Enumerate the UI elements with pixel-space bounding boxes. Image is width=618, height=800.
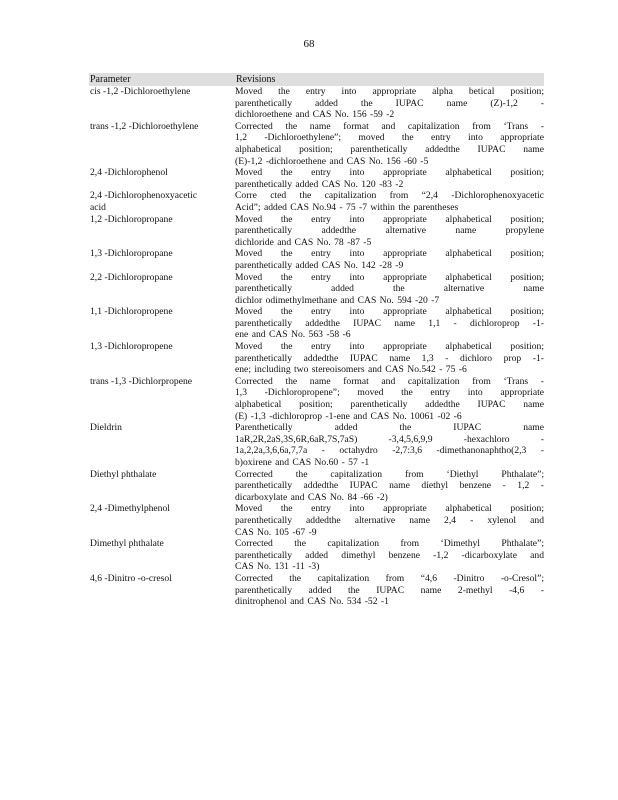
revision-line: alphabetical position; parenthetically addedthe IUPAC name (235, 143, 544, 155)
parameter-line: Dimethyl phthalate (90, 538, 164, 550)
parameter-cell (89, 272, 235, 307)
parameter-cell (89, 376, 235, 422)
revision-cell (235, 248, 544, 271)
parameter-cell (89, 214, 235, 249)
parameter-line: Diethyl phthalate (90, 468, 157, 480)
table-row (89, 121, 544, 167)
revision-line: Corrected the name format and capitalization from ‘Trans - (235, 375, 544, 387)
revision-line: parenthetically addedthe alternative name 2,4 - xylenol and (235, 514, 544, 526)
parameter-cell (89, 190, 235, 213)
revision-line: dichloride and CAS No. 78 -87 -5 (235, 236, 372, 248)
parameter-cell (89, 538, 235, 573)
revision-cell (235, 167, 544, 190)
revisions-table (89, 73, 544, 608)
table-row (89, 306, 544, 341)
revision-line: Moved the entry into appropriate alphabetical position; (235, 248, 544, 260)
revision-line: parenthetically added CAS No. 120 -83 -2 (235, 178, 404, 190)
revision-line: 1,2 -Dichloroethylene”; moved the entry into appropriate (235, 132, 544, 144)
parameter-cell (89, 306, 235, 341)
parameter-line: acid (90, 201, 106, 213)
parameter-cell (89, 503, 235, 538)
revision-line: ene; including two stereoisomers and CAS No.542 - 75 -6 (235, 364, 467, 376)
revision-line: dichlor odimethylmethane and CAS No. 594 -20 -7 (235, 294, 440, 306)
table-row (89, 272, 544, 307)
revision-line: parenthetically added CAS No. 142 -28 -9 (235, 259, 404, 271)
parameter-line: 2,2 -Dichloropropane (90, 271, 173, 283)
revision-cell (235, 341, 544, 376)
revision-cell (235, 422, 544, 468)
parameter-cell (89, 121, 235, 167)
revision-line: Moved the entry into appropriate alphabetical position; (235, 271, 544, 283)
parameter-line: 4,6 -Dinitro -o-cresol (90, 572, 172, 584)
revision-line: dichloroethene and CAS No. 156 -59 -2 (235, 109, 395, 121)
revision-line: Parenthetically added the IUPAC name (235, 422, 544, 434)
parameter-cell (89, 248, 235, 271)
revision-line: Moved the entry into appropriate alphabetical position; (235, 503, 544, 515)
revision-line: parenthetically addedthe alternative name propylene (235, 225, 544, 237)
revision-cell (235, 86, 544, 121)
table-row (89, 469, 544, 504)
revision-cell (235, 538, 544, 573)
parameter-cell (89, 469, 235, 504)
table-row (89, 86, 544, 121)
parameter-line: trans -1,3 -Dichlorpropene (90, 375, 193, 387)
revision-cell (235, 306, 544, 341)
revision-cell (235, 573, 544, 608)
table-body (89, 86, 544, 608)
revision-line: parenthetically addedthe IUPAC name diethyl benzene - 1,2 - (235, 480, 544, 492)
revision-line: 1aR,2R,2aS,3S,6R,6aR,7S,7aS) -3,4,5,6,9,9 -hexachloro - (235, 433, 544, 445)
table-row (89, 341, 544, 376)
page-number: 68 (303, 38, 315, 50)
revision-line: alphabetical position; parenthetically addedthe IUPAC name (235, 399, 544, 411)
revision-line: parenthetically addedthe IUPAC name 1,1 - dichloroprop -1- (235, 317, 544, 329)
table-row (89, 190, 544, 213)
revision-line: Acid”; added CAS No.94 - 75 -7 within the parentheses (235, 201, 459, 213)
parameter-line: 1,3 -Dichloropropane (90, 248, 173, 260)
revision-line: Moved the entry into appropriate alphabetical position; (235, 341, 544, 353)
revision-cell (235, 121, 544, 167)
revision-cell (235, 376, 544, 422)
parameter-cell (89, 573, 235, 608)
revision-line: Corrected the capitalization from “4,6 -Dinitro -o-Cresol”; (235, 572, 544, 584)
revision-cell (235, 190, 544, 213)
header-revisions: Revisions (236, 74, 276, 85)
table-row (89, 248, 544, 271)
table-row (89, 376, 544, 422)
table-header (89, 73, 544, 86)
parameter-line: 1,2 -Dichloropropane (90, 213, 173, 225)
parameter-cell (89, 341, 235, 376)
revision-line: CAS No. 131 -11 -3) (235, 561, 320, 573)
parameter-cell (89, 422, 235, 468)
parameter-line: cis -1,2 -Dichloroethylene (90, 86, 191, 97)
revision-line: Corrected the capitalization from ‘Diethyl Phthalate”; (235, 468, 544, 480)
revision-line: Moved the entry into appropriate alpha betical position; (235, 86, 544, 97)
parameter-line: trans -1,2 -Dichloroethylene (90, 120, 199, 132)
parameter-cell (89, 167, 235, 190)
revision-cell (235, 469, 544, 504)
revision-line: Corrected the name format and capitalization from ‘Trans - (235, 120, 544, 132)
revision-line: b)oxirene and CAS No.60 - 57 -1 (235, 457, 370, 468)
revision-line: 1a,2,2a,3,6,6a,7,7a - octahydro -2,7:3,6 -dimethanonaphtho(2,3 - (235, 445, 544, 457)
revision-line: dinitrophenol and CAS No. 534 -52 -1 (235, 596, 389, 608)
revision-line: ene and CAS No. 563 -58 -6 (235, 329, 351, 341)
revision-line: 1,3 -Dichloropropene”; moved the entry into appropriate (235, 387, 544, 399)
header-parameter: Parameter (90, 74, 131, 85)
table-row (89, 167, 544, 190)
revision-cell (235, 272, 544, 307)
parameter-line: 2,4 -Dimethylphenol (90, 503, 170, 515)
revision-line: (E) -1,3 -dichloroprop -1-ene and CAS No. 10061 -02 -6 (235, 410, 462, 422)
parameter-cell (89, 86, 235, 121)
parameter-line: 1,1 -Dichloropropene (90, 306, 173, 318)
revision-line: parenthetically added dimethyl benzene -1,2 -dicarboxylate and (235, 549, 544, 561)
table-row (89, 573, 544, 608)
revision-line: Moved the entry into appropriate alphabetical position; (235, 213, 544, 225)
revision-line: Moved the entry into appropriate alphabetical position; (235, 167, 544, 179)
revision-line: Moved the entry into appropriate alphabetical position; (235, 306, 544, 318)
revision-line: (E)-1,2 -dichloroethene and CAS No. 156 -60 -5 (235, 155, 429, 167)
revision-line: Corrected the capitalization from ‘Dimethyl Phthalate”; (235, 538, 544, 550)
parameter-line: 1,3 -Dichloropropene (90, 341, 173, 353)
parameter-line: 2,4 -Dichlorophenol (90, 167, 168, 179)
parameter-line: 2,4 -Dichlorophenoxyacetic (90, 190, 198, 202)
table-row (89, 538, 544, 573)
revision-line: parenthetically added the IUPAC name (Z)-1,2 - (235, 97, 544, 109)
revision-cell (235, 214, 544, 249)
revision-cell (235, 503, 544, 538)
revision-line: CAS No. 105 -67 -9 (235, 526, 317, 538)
table-row (89, 503, 544, 538)
revision-line: parenthetically added the alternative name (235, 283, 544, 295)
revision-line: dicarboxylate and CAS No. 84 -66 -2) (235, 491, 388, 503)
table-row (89, 422, 544, 468)
revision-line: parenthetically addedthe IUPAC name 1,3 - dichloro prop -1- (235, 352, 544, 364)
parameter-line: Dieldrin (90, 422, 122, 434)
table-row (89, 214, 544, 249)
revision-line: parenthetically added the IUPAC name 2-methyl -4,6 - (235, 584, 544, 596)
revision-line: Corre cted the capitalization from “2,4 -Dichlorophenoxyacetic (235, 190, 544, 202)
